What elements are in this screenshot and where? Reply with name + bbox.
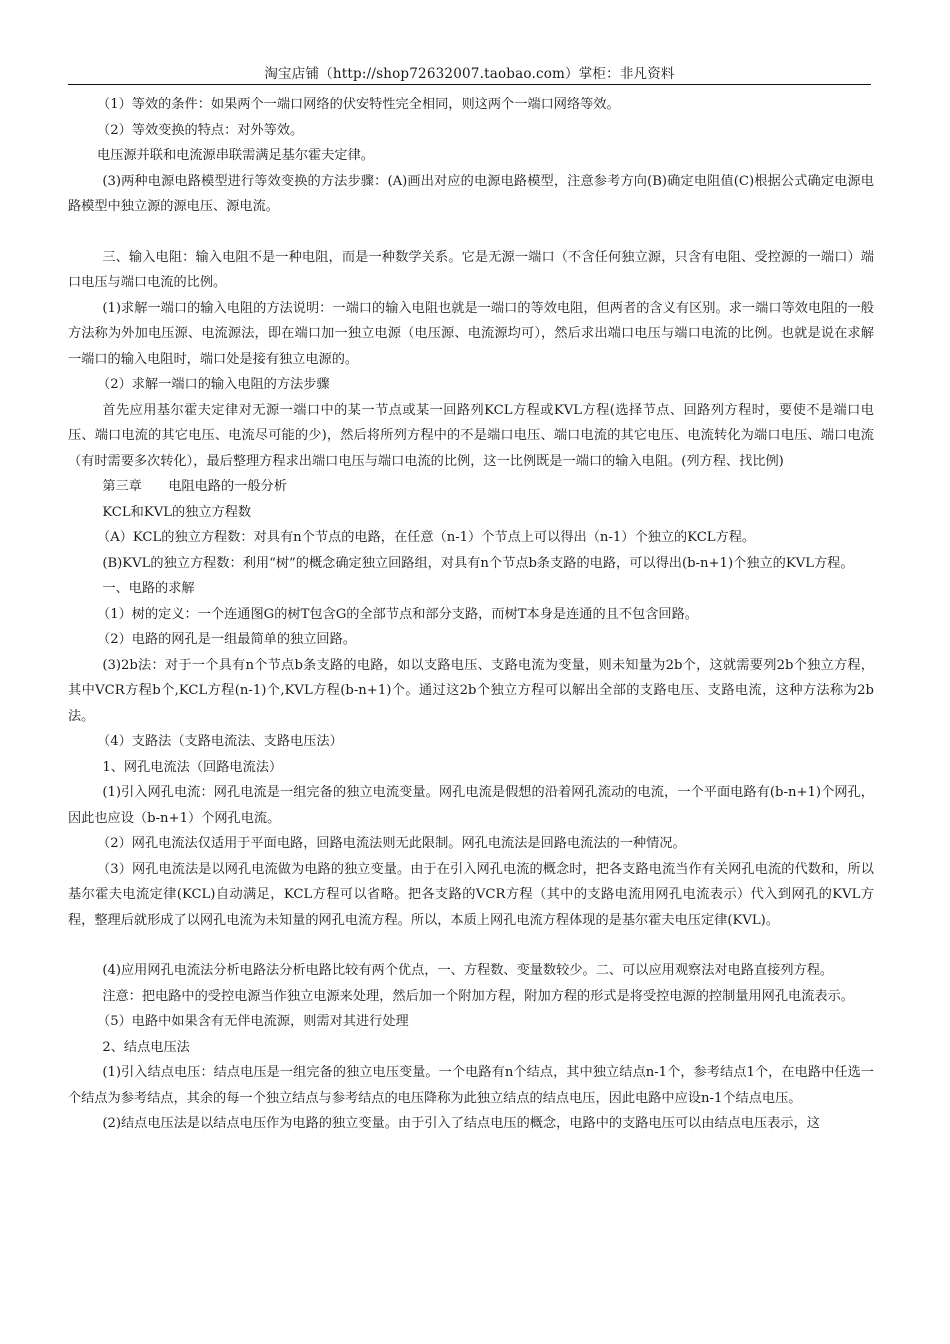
paragraph: （A）KCL的独立方程数：对具有n个节点的电路，在任意（n-1）个节点上可以得出（n-1）个独立的KCL方程。 — [97, 530, 756, 545]
page-header: 淘宝店铺（http://shop72632007.taobao.com）掌柜：非凡资料 — [264, 66, 675, 82]
spacer — [68, 220, 874, 245]
paragraph: （2）电路的网孔是一组最简单的独立回路。 — [97, 632, 356, 647]
spacer — [68, 933, 874, 958]
chapter-title: 第三章 电阻电路的一般分析 — [102, 479, 287, 494]
paragraph: （5）电路中如果含有无伴电流源，则需对其进行处理 — [97, 1014, 409, 1029]
paragraph: （1）树的定义：一个连通图G的树T包含G的全部节点和部分支路，而树T本身是连通的且不包含回路。 — [97, 606, 698, 622]
paragraph: 电压源并联和电流源串联需满足基尔霍夫定律。 — [97, 148, 374, 163]
paragraph: （4）支路法（支路电流法、支路电压法） — [97, 734, 343, 749]
subheading: KCL和KVL的独立方程数 — [102, 504, 252, 520]
paragraph: （2）等效变换的特点：对外等效。 — [97, 122, 304, 138]
document-body — [68, 92, 874, 1137]
paragraph: (2)结点电压法是以结点电压作为电路的独立变量。由于引入了结点电压的概念，电路中的支路电压可以由结点电压表示，这 — [102, 1116, 820, 1131]
paragraph: (1)求解一端口的输入电阻的方法说明：一端口的输入电阻也就是一端口的等效电阻，但两者的含义有区别。求一端口等效电阻的一般方法称为外加电压源、电流源法，即在端口加一独立电源（电压源、电流源均可），然后求出端口电压与端口电流的比例。也就是说在求解一端口的输入电阻时，端口处是接有独立电源的。 — [68, 300, 874, 367]
paragraph: （2）求解一端口的输入电阻的方法步骤 — [97, 377, 330, 392]
paragraph: 首先应用基尔霍夫定律对无源一端口中的某一节点或某一回路列KCL方程或KVL方程(选择节点、回路列方程时，要使不是端口电压、端口电流的其它电压、电流尽可能的少)，然后将所列方程中的不是端口电压、端口电流的其它电压、电流转化为端口电压、端口电流（有时需要多次转化），最后整理方程求出端口电压与端口电流的比例，这一比例既是一端口的输入电阻。(列方程、找比例) — [68, 402, 874, 469]
paragraph: (1)引入网孔电流：网孔电流是一组完备的独立电流变量。网孔电流是假想的沿着网孔流动的电流，一个平面电路有(b-n+1)个网孔，因此也应设（b-n+1）个网孔电流。 — [68, 785, 874, 826]
paragraph: (3)2b法：对于一个具有n个节点b条支路的电路，如以支路电压、支路电流为变量，则未知量为2b个，这就需要列2b个独立方程，其中VCR方程b个,KCL方程(n-1)个,KVL方程(b-n+1)个。通过这2b个独立方程可以解出全部的支路电压、支路电流，这种方法称为2b法。 — [68, 657, 874, 724]
header-rule — [68, 84, 871, 85]
section-heading: 三、输入电阻：输入电阻不是一种电阻，而是一种数学关系。它是无源一端口（不含任何独立源，只含有电阻、受控源的一端口）端口电压与端口电流的比例。 — [68, 249, 874, 290]
section-heading: 2、结点电压法 — [102, 1039, 190, 1055]
paragraph: 注意：把电路中的受控电源当作独立电源来处理，然后加一个附加方程，附加方程的形式是将受控电源的控制量用网孔电流表示。 — [102, 988, 854, 1004]
paragraph: （1）等效的条件：如果两个一端口网络的伏安特性完全相同，则这两个一端口网络等效。 — [97, 97, 620, 112]
section-heading: 一、电路的求解 — [102, 581, 195, 596]
paragraph: （3）网孔电流法是以网孔电流做为电路的独立变量。由于在引入网孔电流的概念时，把各支路电流当作有关网孔电流的代数和，所以基尔霍夫电流定律(KCL)自动满足，KCL方程可以省略。把各支路的VCR方程（其中的支路电流用网孔电流表示）代入到网孔的KVL方程，整理后就形成了以网孔电流为未知量的网孔电流方程。所以，本质上网孔电流方程体现的是基尔霍夫电压定律(KVL)。 — [68, 861, 874, 928]
paragraph: (3)两种电源电路模型进行等效变换的方法步骤：(A)画出对应的电源电路模型，注意参考方向(B)确定电阻值(C)根据公式确定电源电路模型中独立源的源电压、源电流。 — [68, 173, 874, 214]
paragraph: (4)应用网孔电流法分析电路法分析电路比较有两个优点，一、方程数、变量数较少。二、可以应用观察法对电路直接列方程。 — [102, 963, 834, 978]
paragraph: （2）网孔电流法仅适用于平面电路，回路电流法则无此限制。网孔电流法是回路电流法的一种情况。 — [97, 836, 686, 851]
section-heading: 1、网孔电流法（回路电流法） — [102, 759, 283, 775]
paragraph: (1)引入结点电压：结点电压是一组完备的独立电压变量。一个电路有n个结点，其中独立结点n-1个，参考结点1个，在电路中任选一个结点为参考结点，其余的每一个独立结点与参考结点的电压降称为此独立结点的结点电压，因此电路中应设n-1个结点电压。 — [68, 1065, 874, 1106]
paragraph: (B)KVL的独立方程数：利用“树”的概念确定独立回路组，对具有n个节点b条支路的电路，可以得出(b-n+1)个独立的KVL方程。 — [102, 555, 854, 571]
